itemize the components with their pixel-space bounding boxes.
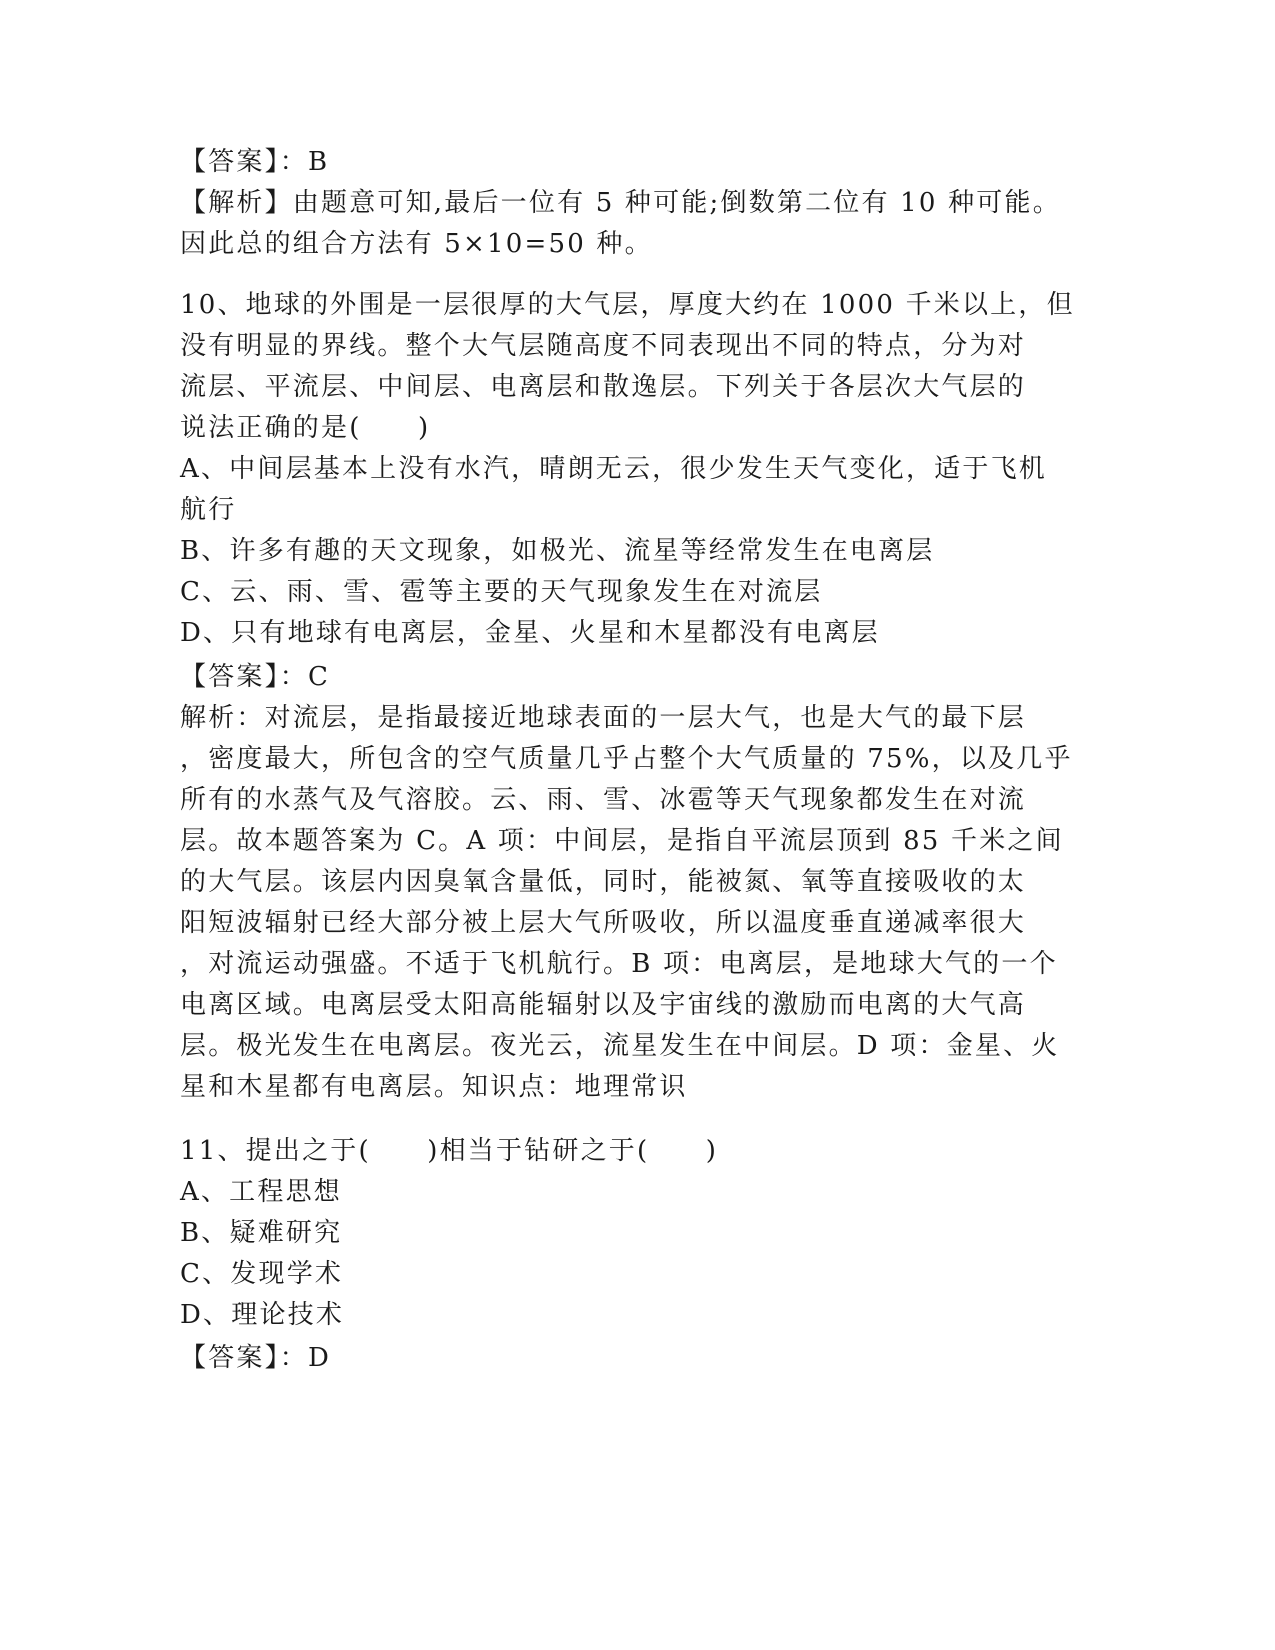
q10-analysis-line: 解析：对流层，是指最接近地球表面的一层大气，也是大气的最下层 [180, 703, 1027, 733]
q11-option-c: C、发现学术 [180, 1259, 344, 1289]
q10-analysis-line: 阳短波辐射已经大部分被上层大气所吸收，所以温度垂直递减率很大 [180, 908, 1027, 938]
q10-analysis-line: ，对流运动强盛。不适于飞机航行。B 项：电离层，是地球大气的一个 [180, 949, 1058, 979]
q10-analysis-line: ，密度最大，所包含的空气质量几乎占整个大气质量的 75%，以及几乎 [180, 744, 1073, 774]
q10-analysis-line: 层。极光发生在电离层。夜光云，流星发生在中间层。D 项：金星、火 [180, 1031, 1060, 1061]
q10-analysis-line: 星和木星都有电离层。知识点：地理常识 [180, 1072, 688, 1102]
q10-stem-line-3: 流层、平流层、中间层、电离层和散逸层。下列关于各层次大气层的 [180, 372, 1027, 402]
q10-stem-line-2: 没有明显的界线。整个大气层随高度不同表现出不同的特点，分为对 [180, 331, 1027, 361]
q10-option-b: B、许多有趣的天文现象，如极光、流星等经常发生在电离层 [180, 536, 935, 566]
q9-analysis-line-2: 因此总的组合方法有 5×10=50 种。 [180, 229, 653, 259]
q10-answer: 【答案】：C [180, 662, 331, 692]
q10-analysis-line: 所有的水蒸气及气溶胶。云、雨、雪、冰雹等天气现象都发生在对流 [180, 785, 1027, 815]
q9-analysis-line-1: 【解析】由题意可知,最后一位有 5 种可能;倒数第二位有 10 种可能。 [180, 188, 1061, 218]
q10-analysis-line: 层。故本题答案为 C。A 项：中间层，是指自平流层顶到 85 千米之间 [180, 826, 1064, 856]
q11-stem: 11、提出之于( )相当于钻研之于( ) [180, 1136, 719, 1166]
q11-answer: 【答案】：D [180, 1343, 332, 1373]
q10-stem-line-4: 说法正确的是( ) [180, 413, 431, 443]
q10-option-d: D、只有地球有电离层，金星、火星和木星都没有电离层 [180, 618, 880, 648]
q11-option-b: B、疑难研究 [180, 1218, 343, 1248]
q10-option-a-line-2: 航行 [180, 495, 237, 525]
q11-option-d: D、理论技术 [180, 1300, 345, 1330]
q10-option-c: C、云、雨、雪、雹等主要的天气现象发生在对流层 [180, 577, 823, 607]
q10-stem-line-1: 10、地球的外围是一层很厚的大气层，厚度大约在 1000 千米以上，但 [180, 290, 1075, 320]
q10-analysis-line: 的大气层。该层内因臭氧含量低，同时，能被氮、氧等直接吸收的太 [180, 867, 1027, 897]
q11-option-a: A、工程思想 [180, 1177, 342, 1207]
q10-analysis-line: 电离区域。电离层受太阳高能辐射以及宇宙线的激励而电离的大气高 [180, 990, 1027, 1020]
q10-option-a-line-1: A、中间层基本上没有水汽，晴朗无云，很少发生天气变化，适于飞机 [180, 454, 1047, 484]
q9-answer: 【答案】：B [180, 147, 330, 177]
